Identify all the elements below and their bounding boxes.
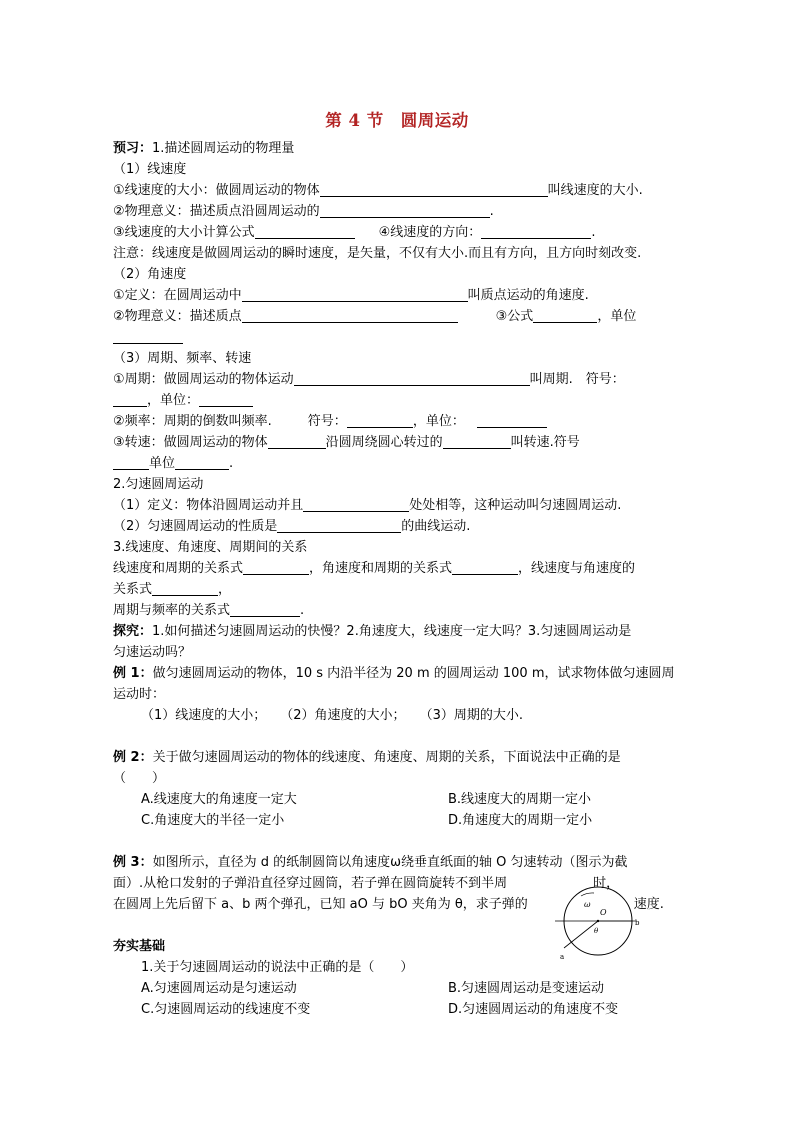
example-1-label: 例 1：: [113, 666, 153, 681]
relations-line-1: 线速度和周期的关系式 ，角速度和周期的关系式 ，线速度与角速度的: [113, 561, 636, 576]
preview-heading: [113, 138, 688, 159]
fill-blank[interactable]: [175, 454, 229, 470]
fill-blank[interactable]: [113, 454, 149, 470]
linear-velocity-meaning: ②物理意义：描述质点沿圆周运动的 .: [113, 204, 494, 219]
example-2-line-1: 例 2：关于做匀速圆周运动的物体的线速度、角速度、周期的关系，下面说法中正确的是: [113, 750, 621, 765]
explore-label: 探究：: [113, 624, 153, 639]
example-1-line-1: 例 1：做匀速圆周运动的物体，10 s 内沿半径为 20 m 的圆周运动 100 m，试求物体做匀速圆周: [113, 666, 675, 681]
option-d[interactable]: D.匀速圆周运动的角速度不变: [448, 1002, 619, 1017]
fill-blank[interactable]: [477, 412, 547, 428]
fill-blank[interactable]: [320, 181, 548, 197]
fill-blank[interactable]: [113, 328, 183, 344]
example-3-line-2: 面）.从枪口发射的子弹沿直径穿过圆筒，若子弹在圆筒旋转不到半周 时，: [113, 876, 620, 891]
period-heading: （3）周期、频率、转速: [113, 351, 252, 366]
example-2-options-row-1: [113, 789, 688, 810]
fill-blank[interactable]: [268, 433, 326, 449]
basics-heading: 夯实基础: [113, 939, 166, 954]
b-label: b: [635, 919, 640, 927]
example-2-label: 例 2：: [113, 750, 153, 765]
preview-label: 预习：: [113, 141, 153, 156]
rotation-arrow-icon: [581, 893, 594, 896]
linear-velocity-note: 注意：线速度是做圆周运动的瞬时速度，是矢量，不仅有大小.而且有方向，且方向时刻改变.: [113, 246, 642, 261]
relations-line-3: 周期与频率的关系式 .: [113, 603, 305, 618]
frequency-definition: ②频率：周期的倒数叫频率. 符号： ，单位：: [113, 411, 688, 432]
explore-line-2: 匀速运动吗？: [113, 645, 192, 660]
example-1-line-2: 运动时：: [113, 687, 166, 702]
o-label: O: [600, 908, 607, 917]
example-1-questions: （1）线速度的大小； （2）角速度的大小； （3）周期的大小.: [141, 708, 523, 723]
linear-velocity-magnitude: ①线速度的大小：做圆周运动的物体 叫线速度的大小.: [113, 183, 643, 198]
fill-blank[interactable]: [242, 286, 468, 302]
fill-blank[interactable]: [533, 307, 597, 323]
angular-velocity-heading: （2）角速度: [113, 267, 187, 282]
option-b[interactable]: B.线速度大的周期一定小: [448, 792, 592, 807]
section-1-heading: 1.描述圆周运动的物理量: [152, 141, 295, 156]
section-3-heading: 3.线速度、角速度、周期间的关系: [113, 540, 308, 555]
option-a[interactable]: A.线速度大的角速度一定大: [141, 792, 297, 807]
section-2-heading: 2.匀速圆周运动: [113, 477, 204, 492]
basics-options-row-2: [113, 999, 688, 1020]
fill-blank[interactable]: [113, 391, 147, 407]
fill-blank[interactable]: [347, 412, 413, 428]
example-2-paren: （ ）: [113, 771, 166, 786]
basics-options-row-1: [113, 978, 688, 999]
fill-blank[interactable]: [481, 223, 591, 239]
option-d[interactable]: D.角速度大的周期一定小: [448, 813, 593, 828]
cylinder-cross-section-figure: [548, 883, 644, 961]
example-2-options-row-2: [113, 810, 688, 831]
uniform-nature: （2）匀速圆周运动的性质是 的曲线运动.: [113, 519, 471, 534]
option-c[interactable]: C.角速度大的半径一定小: [141, 813, 285, 828]
fill-blank[interactable]: [243, 559, 309, 575]
fill-blank[interactable]: [199, 391, 253, 407]
fill-blank[interactable]: [230, 601, 300, 617]
option-b[interactable]: B.匀速圆周运动是变速运动: [448, 981, 605, 996]
angular-velocity-meaning: ②物理意义：描述质点 ③公式 ，单位: [113, 309, 637, 324]
fill-blank[interactable]: [320, 202, 490, 218]
a-label: a: [560, 953, 565, 961]
fill-blank[interactable]: [152, 580, 218, 596]
period-unit: ，单位：: [113, 390, 688, 411]
fill-blank[interactable]: [277, 517, 401, 533]
period-definition: ①周期：做圆周运动的物体运动 叫周期. 符号：: [113, 372, 625, 387]
fill-blank[interactable]: [452, 559, 518, 575]
linear-velocity-formula: ③线速度的大小计算公式 ④线速度的方向： .: [113, 225, 596, 240]
linear-velocity-heading: （1）线速度: [113, 162, 187, 177]
uniform-definition: （1）定义：物体沿圆周运动并且 处处相等，这种运动叫匀速圆周运动.: [113, 498, 622, 513]
option-a[interactable]: A.匀速圆周运动是匀速运动: [141, 981, 297, 996]
fill-blank[interactable]: [303, 496, 409, 512]
option-c[interactable]: C.匀速圆周运动的线速度不变: [141, 1002, 311, 1017]
rotation-speed-unit: 单位 .: [113, 453, 688, 474]
basics-question-1: 1.关于匀速圆周运动的说法中正确的是（ ）: [141, 960, 414, 975]
fill-blank[interactable]: [242, 307, 458, 323]
fill-blank[interactable]: [294, 370, 530, 386]
angular-velocity-definition: ①定义：在圆周运动中 叫质点运动的角速度.: [113, 288, 589, 303]
rotation-speed-definition: ③转速：做圆周运动的物体 沿圆周绕圆心转过的 叫转速.符号: [113, 435, 580, 450]
fill-blank[interactable]: [255, 223, 355, 239]
page-title: 第 4 节 圆周运动: [325, 111, 469, 130]
omega-label: ω: [584, 900, 591, 909]
example-3-line-3: 在圆周上先后留下 a、b 两个弹孔，已知 aO 与 bO 夹角为 θ，求子弹的 速度.: [113, 897, 664, 912]
fill-blank[interactable]: [443, 433, 511, 449]
example-3-line-1: 例 3：如图所示，直径为 d 的纸制圆筒以角速度ω绕垂直纸面的轴 O 匀速转动（图示为截: [113, 855, 628, 870]
explore-line-1: 探究：1.如何描述匀速圆周运动的快慢？2.角速度大，线速度一定大吗？3.匀速圆周运动是: [113, 624, 632, 639]
angular-velocity-unit-line: [113, 327, 688, 348]
relations-line-2: 关系式 ，: [113, 582, 232, 597]
example-3-label: 例 3：: [113, 855, 153, 870]
axis-point: [597, 920, 599, 922]
radius-oa: [564, 921, 598, 948]
theta-label: θ: [594, 927, 599, 935]
